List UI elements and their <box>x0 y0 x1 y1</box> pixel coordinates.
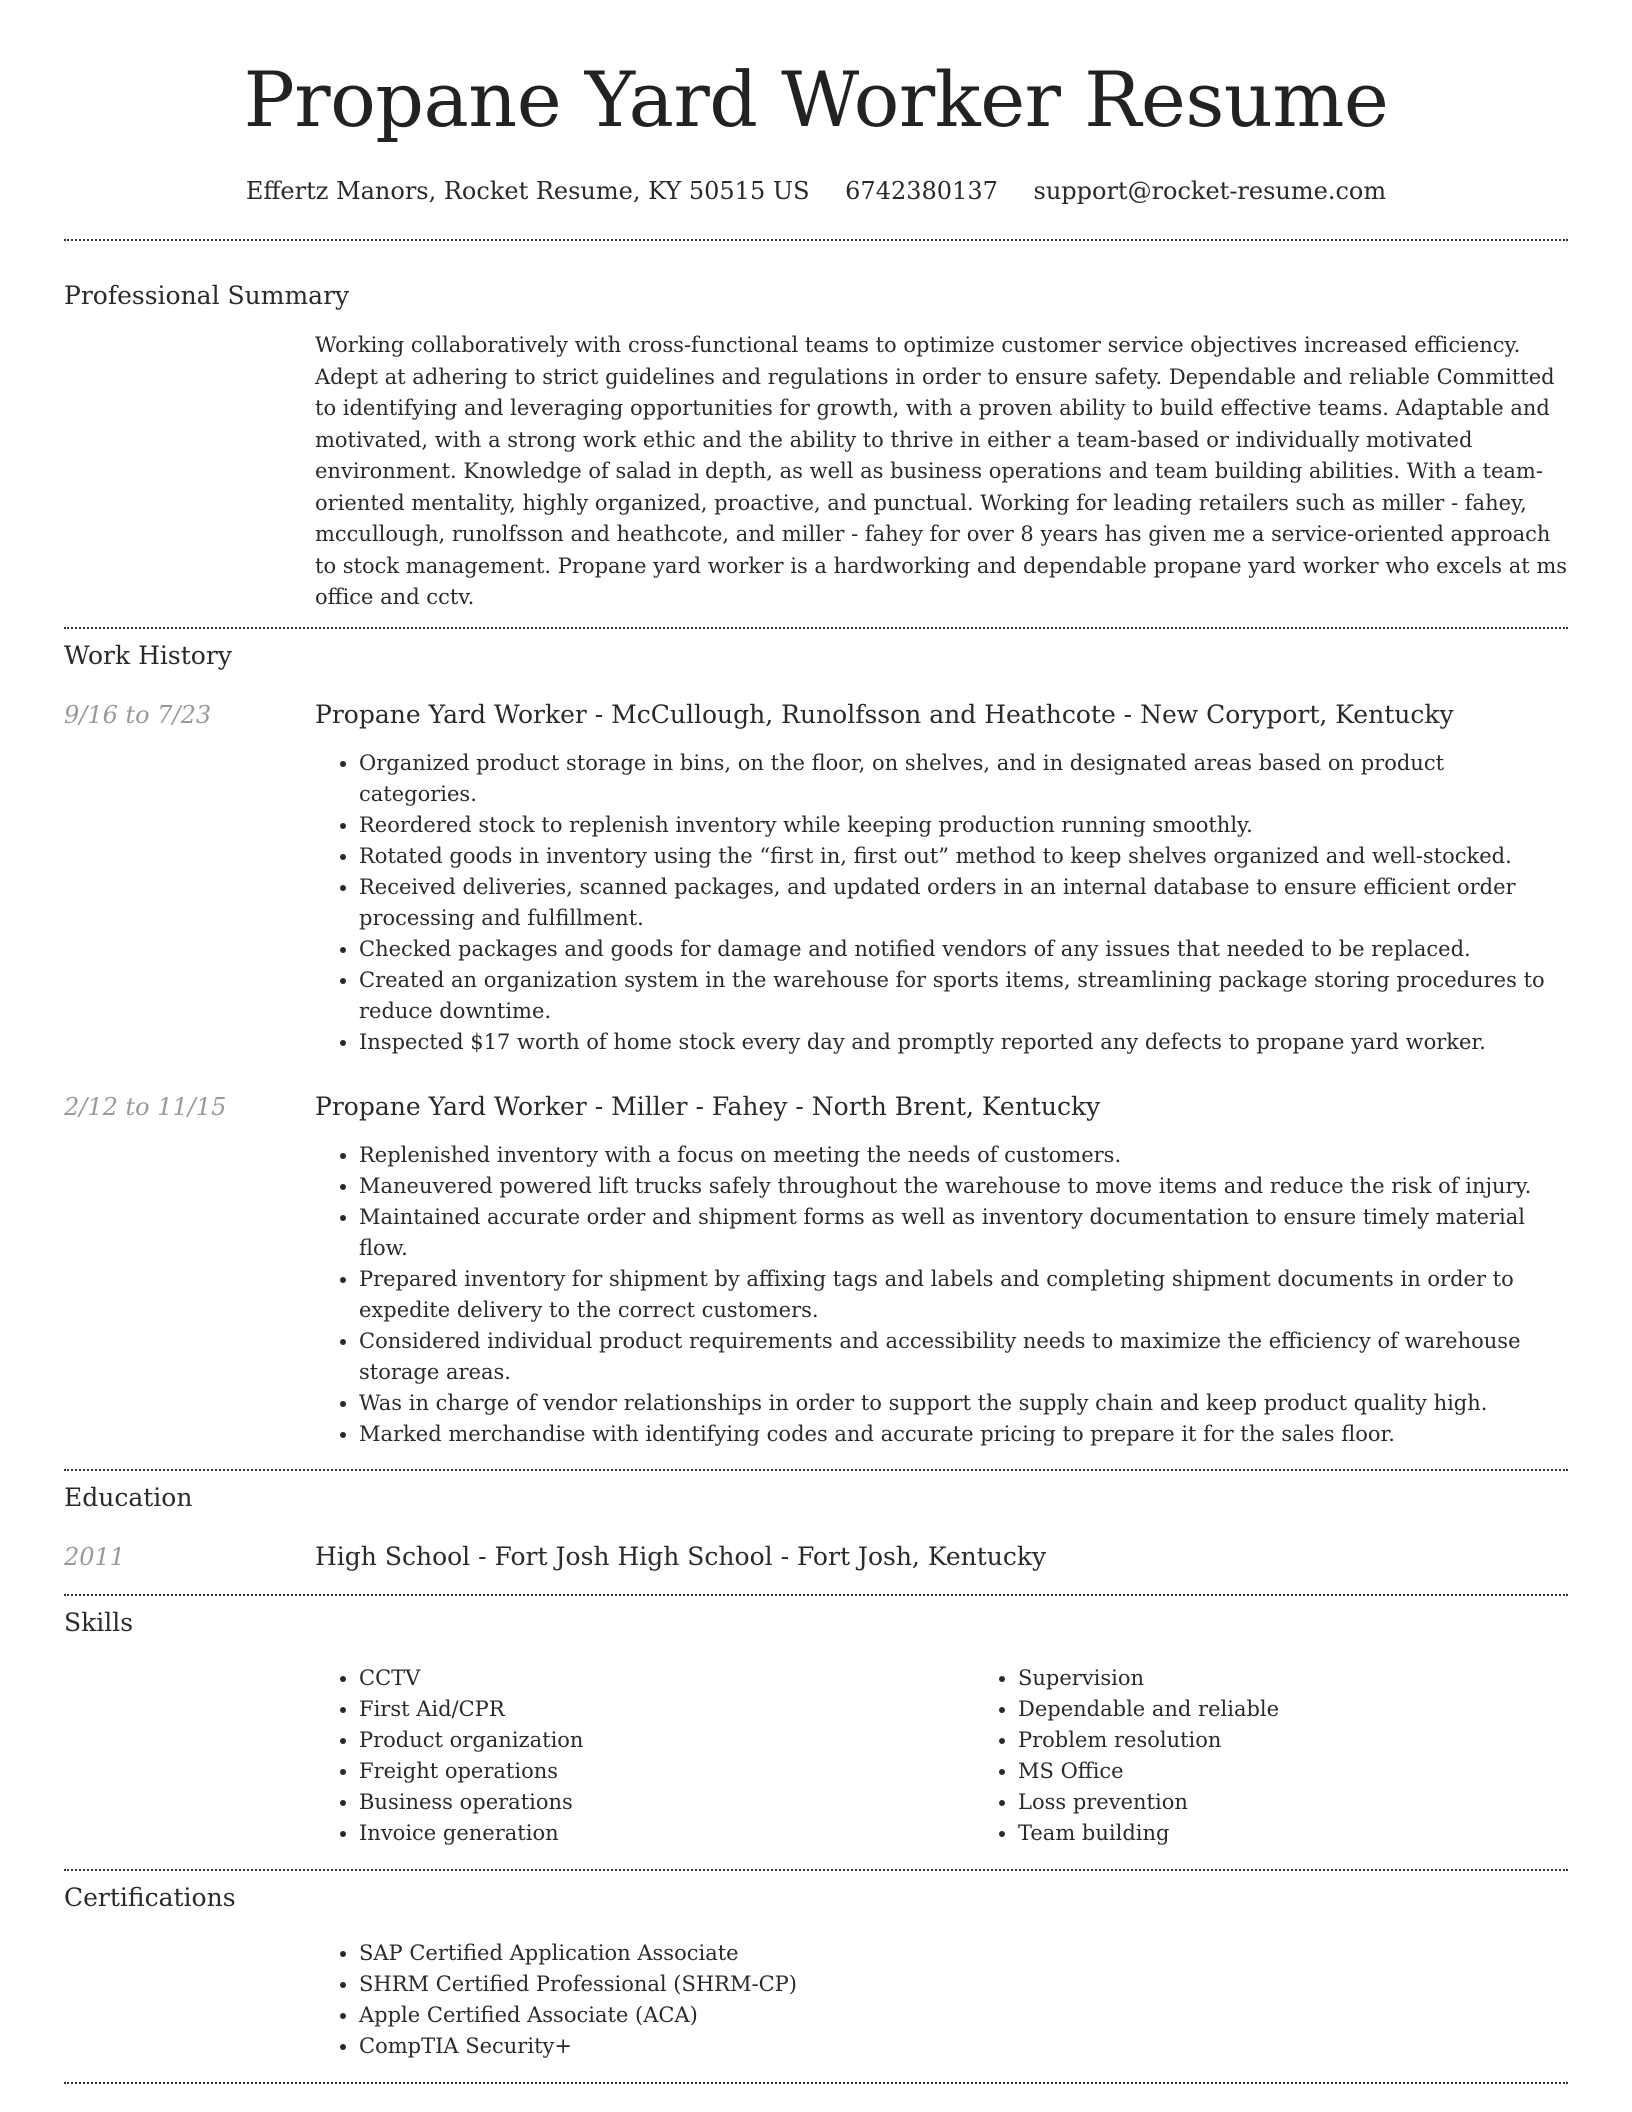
section-heading-skills: Skills <box>64 1607 134 1637</box>
list-item: • Maneuvered powered lift trucks safely throughout the warehouse to move items and reduce the risk of injury. <box>359 1171 1568 1202</box>
education-year: 2011 <box>64 1542 126 1571</box>
list-item: • Dependable and reliable <box>1018 1694 1632 1725</box>
education-entry <box>64 1541 1568 1573</box>
job-bullets <box>315 748 1568 1058</box>
job-dates: 2/12 to 11/15 <box>64 1092 227 1121</box>
list-item: • Business operations <box>359 1787 974 1818</box>
summary-text: Working collaboratively with cross-functional teams to optimize customer service objectives increased efficiency. Adept at adhering to strict guidelines and regulations in order to ensure safety. Dependable and reliable Committed to identifying and leveraging opportunities for growth, with a proven ability to build effective teams. Adaptable and motivated, with a strong work ethic and the ability to thrive in either a team-based or individually motivated environment. Knowledge of salad in depth, as well as business operations and team building abilities. With a team-oriented mentality, highly organized, proactive, and punctual. Working for leading retailers such as miller - fahey, mccullough, runolfsson and heathcote, and miller - fahey for over 8 years has given me a service-oriented approach to stock management. Propane yard worker is a hardworking and dependable propane yard worker who excels at ms office and cctv. <box>315 333 1568 609</box>
list-item: • First Aid/CPR <box>359 1694 974 1725</box>
contact-phone: 6742380137 <box>845 177 998 205</box>
list-item: • Created an organization system in the warehouse for sports items, streamlining package storing procedures to reduce downtime. <box>359 965 1568 1027</box>
list-item: • Invoice generation <box>359 1818 974 1849</box>
certifications-row <box>64 1938 1568 2062</box>
contact-address: Effertz Manors, Rocket Resume, KY 50515 US <box>245 177 810 205</box>
contact-email: support@rocket-resume.com <box>1033 177 1387 205</box>
divider <box>64 1869 1568 1871</box>
job-content <box>315 699 1568 1058</box>
certifications-list <box>315 1938 1568 2062</box>
job-title: Propane Yard Worker - McCullough, Runolfsson and Heathcote - New Coryport, Kentucky <box>315 699 1454 729</box>
list-item: • Received deliveries, scanned packages, and updated orders in an internal database to ensure efficient order processing and fulfillment. <box>359 872 1568 934</box>
job-bullets <box>315 1140 1568 1450</box>
divider <box>64 239 1568 241</box>
skills-row <box>64 1663 1568 1849</box>
job-entry <box>64 1091 1568 1450</box>
list-item: • Inspected $17 worth of home stock every day and promptly reported any defects to propane yard worker. <box>359 1027 1568 1058</box>
divider <box>64 1594 1568 1596</box>
skills-grid <box>315 1663 1632 1849</box>
list-item: • MS Office <box>1018 1756 1632 1787</box>
list-item: • Rotated goods in inventory using the “first in, first out” method to keep shelves organized and well-stocked. <box>359 841 1568 872</box>
list-item: • Organized product storage in bins, on the floor, on shelves, and in designated areas based on product categories. <box>359 748 1568 810</box>
list-item: • Checked packages and goods for damage and notified vendors of any issues that needed to be replaced. <box>359 934 1568 965</box>
skills-list-right <box>974 1663 1632 1849</box>
list-item: • Maintained accurate order and shipment forms as well as inventory documentation to ensure timely material flow. <box>359 1202 1568 1264</box>
section-heading-education: Education <box>64 1482 193 1512</box>
page-title: Propane Yard Worker Resume <box>243 55 1389 144</box>
list-item: • Apple Certified Associate (ACA) <box>359 2000 1568 2031</box>
section-heading-work: Work History <box>64 640 232 670</box>
list-item: • SHRM Certified Professional (SHRM-CP) <box>359 1969 1568 2000</box>
divider <box>64 2082 1568 2084</box>
list-item: • Marked merchandise with identifying codes and accurate pricing to prepare it for the sales floor. <box>359 1419 1568 1450</box>
job-title: Propane Yard Worker - Miller - Fahey - North Brent, Kentucky <box>315 1091 1101 1121</box>
section-heading-summary: Professional Summary <box>64 281 350 310</box>
list-item: • Was in charge of vendor relationships in order to support the supply chain and keep product quality high. <box>359 1388 1568 1419</box>
education-title: High School - Fort Josh High School - Fort Josh, Kentucky <box>315 1541 1047 1571</box>
summary-spacer <box>64 330 315 614</box>
list-item: • CCTV <box>359 1663 974 1694</box>
divider <box>64 1469 1568 1471</box>
job-content <box>315 1091 1568 1450</box>
job-dates: 9/16 to 7/23 <box>64 700 212 729</box>
skills-spacer <box>64 1663 315 1849</box>
list-item: • Freight operations <box>359 1756 974 1787</box>
list-item: • Prepared inventory for shipment by affixing tags and labels and completing shipment documents in order to expedite delivery to the correct customers. <box>359 1264 1568 1326</box>
job-entry <box>64 699 1568 1058</box>
list-item: • Loss prevention <box>1018 1787 1632 1818</box>
list-item: • Product organization <box>359 1725 974 1756</box>
summary-row <box>64 330 1568 614</box>
section-heading-certifications: Certifications <box>64 1882 236 1912</box>
list-item: • Problem resolution <box>1018 1725 1632 1756</box>
list-item: • Supervision <box>1018 1663 1632 1694</box>
list-item: • CompTIA Security+ <box>359 2031 1568 2062</box>
list-item: • SAP Certified Application Associate <box>359 1938 1568 1969</box>
list-item: • Considered individual product requirements and accessibility needs to maximize the efficiency of warehouse storage areas. <box>359 1326 1568 1388</box>
list-item: • Reordered stock to replenish inventory while keeping production running smoothly. <box>359 810 1568 841</box>
divider <box>64 627 1568 629</box>
certifications-spacer <box>64 1938 315 2062</box>
list-item: • Replenished inventory with a focus on meeting the needs of customers. <box>359 1140 1568 1171</box>
contact-line <box>64 174 1568 208</box>
certifications-content <box>315 1938 1568 2062</box>
skills-list-left <box>315 1663 974 1849</box>
list-item: • Team building <box>1018 1818 1632 1849</box>
